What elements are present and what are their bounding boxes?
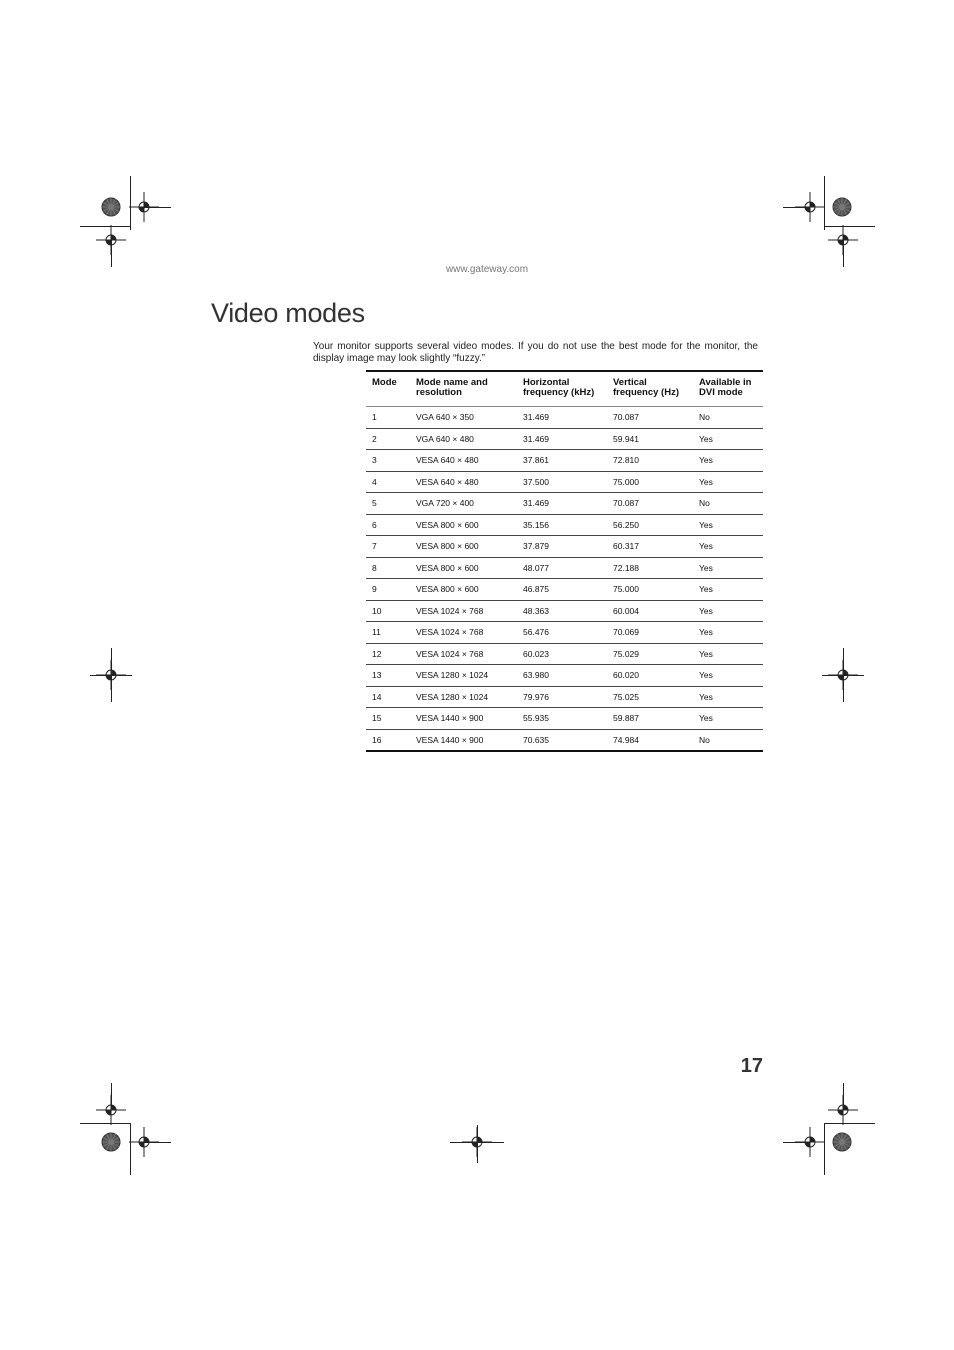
table-cell: Yes [693, 579, 763, 601]
table-cell: 31.469 [517, 407, 607, 429]
table-row [366, 471, 763, 493]
column-header: Mode [366, 371, 410, 407]
table-row [366, 407, 763, 429]
table-cell: Yes [693, 708, 763, 730]
column-header: Available in DVI mode [693, 371, 763, 407]
table-cell: VESA 1024 × 768 [410, 643, 517, 665]
crop-line [843, 1083, 844, 1110]
table-cell: 55.935 [517, 708, 607, 730]
table-cell: 70.087 [607, 493, 693, 515]
table-cell: 7 [366, 536, 410, 558]
table-cell: Yes [693, 557, 763, 579]
table-cell: VESA 800 × 600 [410, 557, 517, 579]
table-body [366, 407, 763, 752]
table-cell: 12 [366, 643, 410, 665]
table-cell: VESA 1024 × 768 [410, 622, 517, 644]
crop-line [130, 1123, 131, 1175]
table-cell: Yes [693, 665, 763, 687]
table-cell: 56.250 [607, 514, 693, 536]
table-cell: 75.029 [607, 643, 693, 665]
table-row [366, 428, 763, 450]
table-row [366, 514, 763, 536]
table-cell: VESA 1024 × 768 [410, 600, 517, 622]
table-cell: 13 [366, 665, 410, 687]
table-cell: 56.476 [517, 622, 607, 644]
color-disc-icon [101, 197, 121, 217]
table-cell: 37.861 [517, 450, 607, 472]
table-cell: 46.875 [517, 579, 607, 601]
table-cell: Yes [693, 471, 763, 493]
table-row [366, 493, 763, 515]
table-cell: 3 [366, 450, 410, 472]
table-header-row [366, 371, 763, 407]
crop-line [144, 207, 171, 208]
table-row [366, 622, 763, 644]
intro-paragraph: Your monitor supports several video modes. If you do not use the best mode for the monitor, the display image may look slightly “fuzzy.” [313, 341, 758, 364]
crop-line [824, 226, 875, 227]
table-cell: Yes [693, 686, 763, 708]
crop-line [80, 226, 130, 227]
table-row [366, 600, 763, 622]
table-cell: 31.469 [517, 428, 607, 450]
table-cell: VESA 1440 × 900 [410, 708, 517, 730]
table-cell: 74.984 [607, 729, 693, 751]
table-cell: 72.810 [607, 450, 693, 472]
table-cell: 60.004 [607, 600, 693, 622]
table-cell: 31.469 [517, 493, 607, 515]
table-cell: 2 [366, 428, 410, 450]
crop-line [90, 675, 132, 676]
crop-line [130, 176, 131, 230]
table-cell: VESA 1280 × 1024 [410, 686, 517, 708]
table-cell: VESA 800 × 600 [410, 536, 517, 558]
table-row [366, 450, 763, 472]
header-url: www.gateway.com [445, 264, 529, 275]
table-cell: 70.087 [607, 407, 693, 429]
table-cell: Yes [693, 622, 763, 644]
table-cell: 4 [366, 471, 410, 493]
crop-line [783, 207, 810, 208]
table-cell: No [693, 407, 763, 429]
table-cell: No [693, 729, 763, 751]
table-cell: 60.317 [607, 536, 693, 558]
column-header: Horizontal frequency (kHz) [517, 371, 607, 407]
table-cell: VGA 720 × 400 [410, 493, 517, 515]
table-row [366, 708, 763, 730]
page-number: 17 [740, 1055, 763, 1077]
table-cell: 10 [366, 600, 410, 622]
page-title: Video modes [211, 298, 365, 328]
color-disc-icon [832, 1132, 852, 1152]
table-row [366, 729, 763, 751]
table-cell: VESA 800 × 600 [410, 579, 517, 601]
crop-line [80, 1123, 130, 1124]
table-cell: Yes [693, 643, 763, 665]
table-cell: 37.879 [517, 536, 607, 558]
table-cell: VESA 1440 × 900 [410, 729, 517, 751]
table-row [366, 557, 763, 579]
crop-line [824, 176, 825, 230]
table-row [366, 536, 763, 558]
crop-line [824, 1123, 875, 1124]
table-cell: Yes [693, 428, 763, 450]
table-cell: 70.069 [607, 622, 693, 644]
table-cell: 14 [366, 686, 410, 708]
table-cell: 72.188 [607, 557, 693, 579]
table-cell: 75.000 [607, 471, 693, 493]
crop-line [822, 675, 864, 676]
table-cell: 60.020 [607, 665, 693, 687]
table-cell: 35.156 [517, 514, 607, 536]
table-cell: 63.980 [517, 665, 607, 687]
table-row [366, 579, 763, 601]
color-disc-icon [101, 1132, 121, 1152]
table-cell: 48.077 [517, 557, 607, 579]
table-cell: Yes [693, 600, 763, 622]
table-cell: VESA 640 × 480 [410, 471, 517, 493]
table-row [366, 665, 763, 687]
table-cell: 6 [366, 514, 410, 536]
table-cell: 75.025 [607, 686, 693, 708]
crop-line [477, 1125, 478, 1163]
table-cell: VESA 640 × 480 [410, 450, 517, 472]
table-cell: 16 [366, 729, 410, 751]
table-cell: 48.363 [517, 600, 607, 622]
crop-line [111, 1083, 112, 1110]
crop-line [783, 1142, 810, 1143]
column-header: Vertical frequency (Hz) [607, 371, 693, 407]
table-cell: Yes [693, 514, 763, 536]
table-cell: 1 [366, 407, 410, 429]
table-cell: No [693, 493, 763, 515]
table-row [366, 643, 763, 665]
table-cell: 70.635 [517, 729, 607, 751]
table-cell: 9 [366, 579, 410, 601]
table-cell: 59.941 [607, 428, 693, 450]
crop-line [824, 1123, 825, 1175]
crop-line [843, 240, 844, 267]
table-row [366, 686, 763, 708]
table-cell: VGA 640 × 480 [410, 428, 517, 450]
crop-line [144, 1142, 171, 1143]
column-header: Mode name and resolution [410, 371, 517, 407]
table-cell: 59.887 [607, 708, 693, 730]
table-cell: Yes [693, 536, 763, 558]
table-cell: Yes [693, 450, 763, 472]
table-cell: 5 [366, 493, 410, 515]
table-cell: VGA 640 × 350 [410, 407, 517, 429]
video-modes-table [366, 370, 763, 752]
crop-line [111, 240, 112, 267]
table-cell: 8 [366, 557, 410, 579]
table-cell: 15 [366, 708, 410, 730]
table-cell: VESA 800 × 600 [410, 514, 517, 536]
table-cell: 37.500 [517, 471, 607, 493]
table-cell: 75.000 [607, 579, 693, 601]
table-cell: 60.023 [517, 643, 607, 665]
table-cell: 79.976 [517, 686, 607, 708]
color-disc-icon [832, 197, 852, 217]
table-cell: 11 [366, 622, 410, 644]
table-cell: VESA 1280 × 1024 [410, 665, 517, 687]
